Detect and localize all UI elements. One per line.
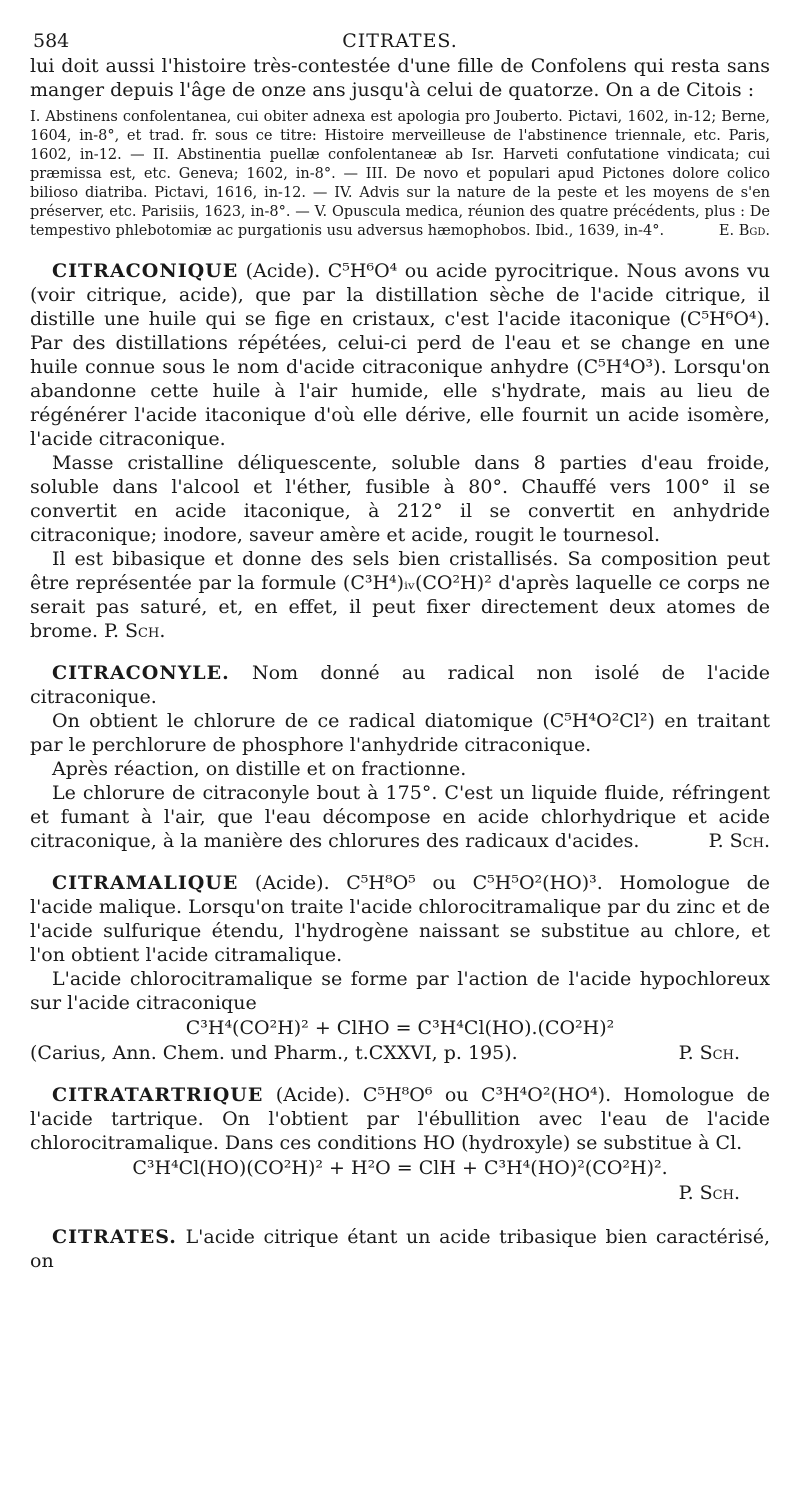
page-header — [30, 30, 770, 54]
citratartrique-p1-text: (Acide). C⁵H⁸O⁶ ou C³H⁴O²(HO⁴). Homologue de l'acide tartrique. On l'obtient par l'ébullition avec l'eau de l'acide chlorocitramalique. Dans ces conditions HO (hydroxyle) se substitue à Cl. — [30, 1084, 770, 1154]
headword-citrates: CITRATES. — [52, 1226, 177, 1248]
citraconyle-p2: On obtient le chlorure de ce radical diatomique (C⁵H⁴O²Cl²) en traitant par le perchlorure de phosphore l'anhydride citraconique. — [30, 710, 770, 756]
citrates-p1-text: L'acide citrique étant un acide tribasique bien caractérisé, on — [30, 1226, 770, 1272]
headword-citraconyle: CITRACONYLE. — [52, 662, 230, 684]
citraconique-p3 — [30, 547, 770, 643]
entry-citramalique — [30, 871, 770, 1065]
citratartrique-signature-line — [30, 1181, 770, 1207]
signature-psch: P. Sch. — [678, 1042, 740, 1064]
running-title: CITRATES. — [342, 30, 458, 52]
bibliography — [30, 108, 770, 241]
entry-citratartrique — [30, 1083, 770, 1207]
entry-citrates — [30, 1225, 770, 1273]
headword-citraconique: CITRACONIQUE — [52, 260, 239, 282]
citraconyle-p1-text: Nom donné au radical non isolé de l'acide citraconique. — [30, 662, 770, 708]
citraconyle-p4-text: Le chlorure de citraconyle bout à 175°. C'est un liquide fluide, réfringent et fumant à l'air, que l'eau décompose en acide chlorhydrique et acide citraconique, à la manière des chlorures des radicaux d'acides. — [30, 782, 770, 852]
signature-bgd: E. Bgd. — [718, 223, 770, 239]
signature-psch: P. Sch. — [678, 1182, 740, 1204]
citramalique-reference: (Carius, Ann. Chem. und Pharm., t.CXXVI, p. 195). — [30, 1042, 518, 1064]
page-number: 584 — [33, 30, 70, 52]
bibliography-text: I. Abstinens confolentanea, cui obiter adnexa est apologia pro Jouberto. Pictavi, 1602, in-12; Berne, 1604, in-8°, et trad. fr. sous ce titre: Histoire merveilleuse de l'abstinence triennale, etc. Paris, 1602, in-12. — II. Abstinentia puellæ confolentaneæ ab Isr. Harveti confutatione vindicata; cui præmissa est, etc. Geneva; 1602, in-8°. — III. De novo et populari apud Pictones dolore colico bilioso diatriba. Pictavi, 1616, in-12. — IV. Advis sur la nature de la peste et les moyens de s'en préserver, etc. Parisiis, 1623, in-8°. — V. Opuscula medica, réunion des quatre précédents, plus : De tempestivo phlebotomiæ ac purgationis usu adversus hæmophobos. Ibid., 1639, in-4°. — [30, 109, 770, 239]
citraconyle-p4 — [30, 781, 770, 853]
entry-citraconyle — [30, 661, 770, 853]
citramalique-reference-line — [30, 1041, 770, 1065]
citraconyle-p3: Après réaction, on distille et on fractionne. — [52, 758, 467, 780]
citraconique-p3-text: Il est bibasique et donne des sels bien cristallisés. Sa composition peut être représentée par la formule (C³H⁴)ᵢᵥ(CO²H)² d'après laquelle ce corps ne serait pas saturé, et, en effet, il peut fixer directement deux atomes de brome. — [30, 548, 770, 642]
entry-citraconique — [30, 259, 770, 643]
signature-psch: P. Sch. — [104, 620, 166, 642]
equation-citramalique: C³H⁴(CO²H)² + ClHO = C³H⁴Cl(HO).(CO²H)² — [185, 1017, 615, 1039]
citraconique-p1 — [30, 259, 770, 451]
intro-section — [30, 54, 770, 241]
citramalique-p2: L'acide chlorocitramalique se forme par l'action de l'acide hypochloreux sur l'acide citraconique — [30, 968, 770, 1014]
signature-psch: P. Sch. — [708, 830, 770, 852]
citraconique-p2: Masse cristalline déliquescente, soluble dans 8 parties d'eau froide, soluble dans l'alcool et l'éther, fusible à 80°. Chauffé vers 100° il se convertit en acide itaconique, à 212° il se convertit en anhydride citraconique; inodore, saveur amère et acide, rougit le tournesol. — [30, 452, 770, 546]
citraconique-p1-text: (Acide). C⁵H⁶O⁴ ou acide pyrocitrique. Nous avons vu (voir citrique, acide), que par la distillation sèche de l'acide citrique, il distille une huile qui se fige en cristaux, c'est l'acide itaconique (C⁵H⁶O⁴). Par des distillations répétées, celui-ci perd de l'eau et se change en une huile connue sous le nom d'acide citraconique anhydre (C⁵H⁴O³). Lorsqu'on abandonne cette huile à l'air humide, elle s'hydrate, mais au lieu de régénérer l'acide itaconique d'où elle dérive, elle fournit un acide isomère, l'acide citraconique. — [30, 260, 770, 450]
citraconyle-p1 — [30, 661, 770, 709]
citramalique-p1-text: (Acide). C⁵H⁸O⁵ ou C⁵H⁵O²(HO)³. Homologue de l'acide malique. Lorsqu'on traite l'acide chlorocitramalique par du zinc et de l'acide sulfurique étendu, l'hydrogène naissant se substitue au chlore, et l'on obtient l'acide citramalique. — [30, 872, 771, 966]
citrates-p1 — [30, 1225, 770, 1273]
headword-citramalique: CITRAMALIQUE — [52, 872, 239, 894]
citramalique-p1 — [30, 871, 770, 967]
headword-citratartrique: CITRATARTRIQUE — [52, 1084, 264, 1106]
equation-citratartrique: C³H⁴Cl(HO)(CO²H)² + H²O = ClH + C³H⁴(HO)²(CO²H)². — [132, 1157, 668, 1179]
intro-paragraph: lui doit aussi l'histoire très-contestée d'une fille de Confolens qui resta sans manger depuis l'âge de onze ans jusqu'à celui de quatorze. On a de Citois : — [30, 55, 770, 101]
citratartrique-p1 — [30, 1083, 770, 1155]
page — [30, 30, 770, 1273]
